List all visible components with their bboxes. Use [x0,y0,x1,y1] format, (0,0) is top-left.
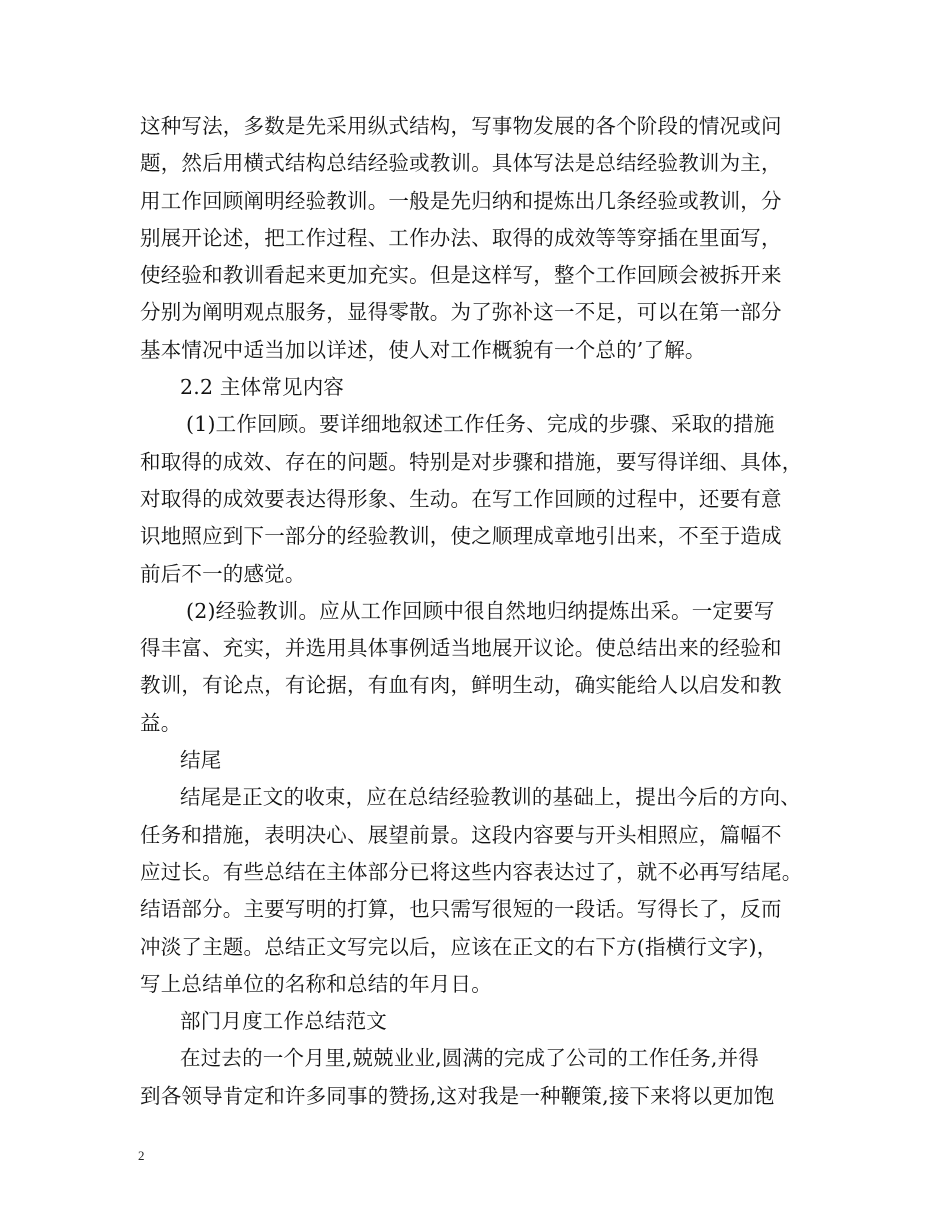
text-line: 结语部分。主要写明的打算，也只需写很短的一段话。写得长了，反而 [140,897,782,922]
text-line: 应过长。有些总结在主体部分已将这些内容表达过了，就不必再写结尾。 [140,859,803,884]
text-line: 前后不一的感觉。 [140,561,306,586]
text-line: 和取得的成效、存在的问题。特别是对步骤和措施，要写得详细、具体， [140,449,803,474]
page-number: 2 [138,1148,145,1163]
text-line: 益。 [140,710,182,735]
text-line: 这种写法，多数是先采用纵式结构，写事物发展的各个阶段的情况或问 [140,114,782,138]
text-line: (2)经验教训。应从工作回顾中很自然地归纳提炼出采。一定要写 [186,598,775,623]
document-body [140,108,815,1115]
text-line: 对取得的成效要表达得形象、生动。在写工作回顾的过程中，还要有意 [140,486,782,511]
text-line: 在过去的一个月里,兢兢业业,圆满的完成了公司的工作任务,并得 [180,1046,760,1071]
text-line: 结尾是正文的收束，应在总结经验教训的基础上，提出今后的方向、 [180,785,801,810]
text-line: 分别为阐明观点服务，显得零散。为了弥补这一不足，可以在第一部分 [140,300,782,325]
text-line: (1)工作回顾。要详细地叙述工作任务、完成的步骤、采取的措施 [186,412,775,437]
text-line: 基本情况中适当加以详述，使人对工作概貌有一个总的’了解。 [140,337,706,362]
section-heading: 部门月度工作总结范文 [180,1009,387,1034]
section-heading: 2.2 主体常见内容 [180,375,345,400]
text-line: 写上总结单位的名称和总结的年月日。 [140,971,492,996]
text-line: 任务和措施，表明决心、展望前景。这段内容要与开头相照应，篇幅不 [140,822,782,847]
section-heading: 结尾 [180,748,222,773]
text-line: 别展开论述，把工作过程、工作办法、取得的成效等等穿插在里面写， [140,225,782,250]
text-line: 题，然后用横式结构总结经验或教训。具体写法是总结经验教训为主， [140,151,782,176]
text-line: 得丰富、充实，并选用具体事例适当地展开议论。使总结出来的经验和 [140,636,782,661]
text-line: 使经验和教训看起来更加充实。但是这样写，整个工作回顾会被拆开来 [140,263,782,288]
text-line: 用工作回顾阐明经验教训。一般是先归纳和提炼出几条经验或教训，分 [140,188,782,213]
text-line: 冲淡了主题。总结正文写完以后，应该在正文的右下方(指横行文字)， [140,934,778,959]
text-line: 到各领导肯定和许多同事的赞扬,这对我是一种鞭策,接下来将以更加饱 [140,1083,775,1108]
text-line: 教训，有论点，有论据，有血有肉，鲜明生动，确实能给人以启发和教 [140,673,782,698]
text-line: 识地照应到下一部分的经验教训，使之顺理成章地引出来，不至于造成 [140,524,782,549]
